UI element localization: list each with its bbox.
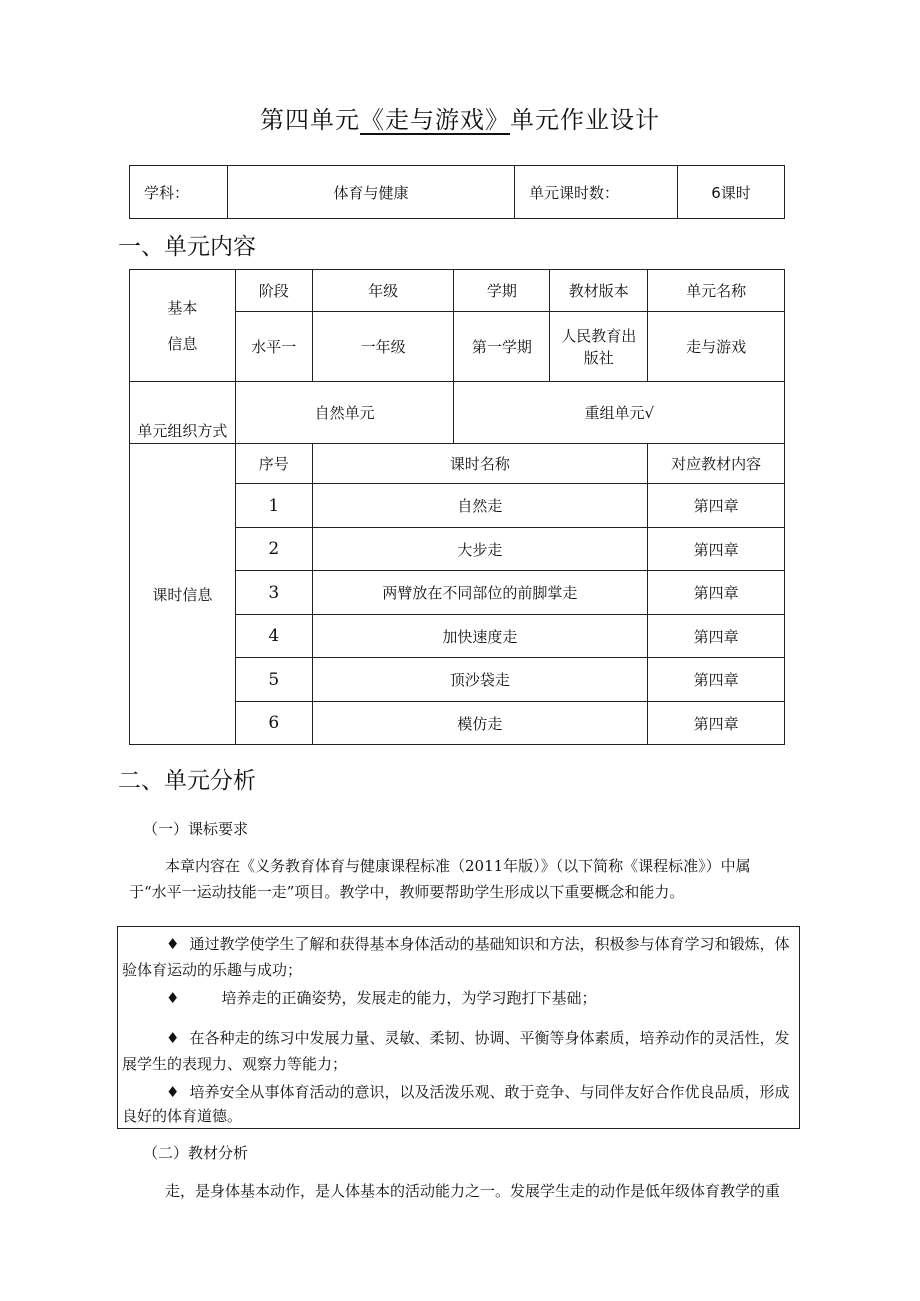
lesson-no: 2	[235, 528, 312, 571]
basic-header: 阶段	[235, 270, 312, 312]
objective-item	[122, 985, 796, 1011]
lesson-content: 第四章	[648, 615, 785, 658]
lesson-name: 加快速度走	[312, 615, 647, 658]
title-book: 《走与游戏》	[360, 106, 510, 134]
objective-text: 培养安全从事体育活动的意识，以及活泼乐观、敢于竞争、与同伴友好合作优良品质，形成	[189, 1083, 790, 1101]
bullet-icon: ♦	[166, 1029, 180, 1047]
lesson-content: 第四章	[648, 484, 785, 528]
lesson-no: 3	[235, 571, 312, 615]
subsection-curriculum: （一）课标要求	[143, 820, 249, 838]
objective-text-cont: 验体育运动的乐趣与成功；	[122, 961, 303, 979]
hours-label: 单元课时数：	[515, 166, 678, 219]
paragraph-line: 本章内容在《义务教育体育与健康课程标准（2011年版）》（以下简称《课程标准》）中属	[165, 857, 751, 875]
lesson-name: 两臂放在不同部位的前脚掌走	[312, 571, 647, 615]
objective-text: 在各种走的练习中发展力量、灵敏、柔韧、协调、平衡等身体素质，培养动作的灵活性，发	[189, 1029, 790, 1047]
basic-value: 一年级	[312, 312, 454, 382]
subject-label: 学科：	[130, 166, 228, 219]
org-natural: 自然单元	[235, 382, 454, 444]
lesson-no: 4	[235, 615, 312, 658]
section-unit-analysis: 二、单元分析	[118, 768, 256, 794]
unit-table	[129, 269, 785, 745]
lessons-label: 课时信息	[130, 444, 236, 745]
objective-text-cont: 良好的体育道德。	[122, 1107, 243, 1125]
title-post: 单元作业设计	[510, 106, 660, 134]
org-label: 单元组织方式	[130, 382, 236, 444]
lessons-header: 课时名称	[312, 444, 647, 484]
bullet-icon: ♦	[166, 1083, 180, 1101]
page-title	[0, 100, 920, 135]
hours-value: 6课时	[678, 166, 785, 219]
lessons-header: 序号	[235, 444, 312, 484]
basic-value: 走与游戏	[648, 312, 785, 382]
objective-item	[122, 931, 796, 957]
basic-info-label	[130, 270, 236, 382]
objective-text: 培养走的正确姿势，发展走的能力，为学习跑打下基础；	[221, 989, 597, 1007]
basic-label-line1: 基本	[167, 298, 198, 317]
lesson-name: 大步走	[312, 528, 647, 571]
paragraph-line: 走，是身体基本动作，是人体基本的活动能力之一。发展学生走的动作是低年级体育教学的重	[165, 1182, 781, 1200]
basic-label-line2: 信息	[167, 334, 198, 353]
basic-header: 学期	[454, 270, 550, 312]
basic-header: 单元名称	[648, 270, 785, 312]
header-table	[129, 165, 785, 219]
lesson-no: 1	[235, 484, 312, 528]
lesson-no: 5	[235, 658, 312, 702]
objective-item	[122, 1025, 796, 1051]
paragraph-line: 于“水平一运动技能一走”项目。教学中，教师要帮助学生形成以下重要概念和能力。	[129, 883, 685, 901]
subsection-material: （二）教材分析	[143, 1144, 249, 1162]
lesson-name: 自然走	[312, 484, 647, 528]
section-unit-content: 一、单元内容	[118, 234, 256, 260]
subject-value: 体育与健康	[228, 166, 515, 219]
basic-header: 教材版本	[550, 270, 648, 312]
org-regroup: 重组单元√	[454, 382, 785, 444]
bullet-icon: ♦	[166, 935, 180, 953]
lesson-content: 第四章	[648, 658, 785, 702]
lesson-content: 第四章	[648, 571, 785, 615]
basic-value: 人民教育出版社	[550, 312, 648, 382]
basic-value: 第一学期	[454, 312, 550, 382]
lesson-content: 第四章	[648, 528, 785, 571]
lesson-content: 第四章	[648, 702, 785, 745]
basic-value: 水平一	[235, 312, 312, 382]
lesson-name: 顶沙袋走	[312, 658, 647, 702]
bullet-icon: ♦	[166, 989, 180, 1007]
lesson-name: 模仿走	[312, 702, 647, 745]
title-pre: 第四单元	[260, 106, 360, 134]
objective-text-cont: 展学生的表现力、观察力等能力；	[122, 1055, 348, 1073]
lessons-header: 对应教材内容	[648, 444, 785, 484]
lesson-no: 6	[235, 702, 312, 745]
objectives-box	[117, 926, 800, 1129]
objective-item	[122, 1079, 796, 1105]
basic-header: 年级	[312, 270, 454, 312]
objective-text: 通过教学使学生了解和获得基本身体活动的基础知识和方法，积极参与体育学习和锻炼，体	[189, 935, 790, 953]
